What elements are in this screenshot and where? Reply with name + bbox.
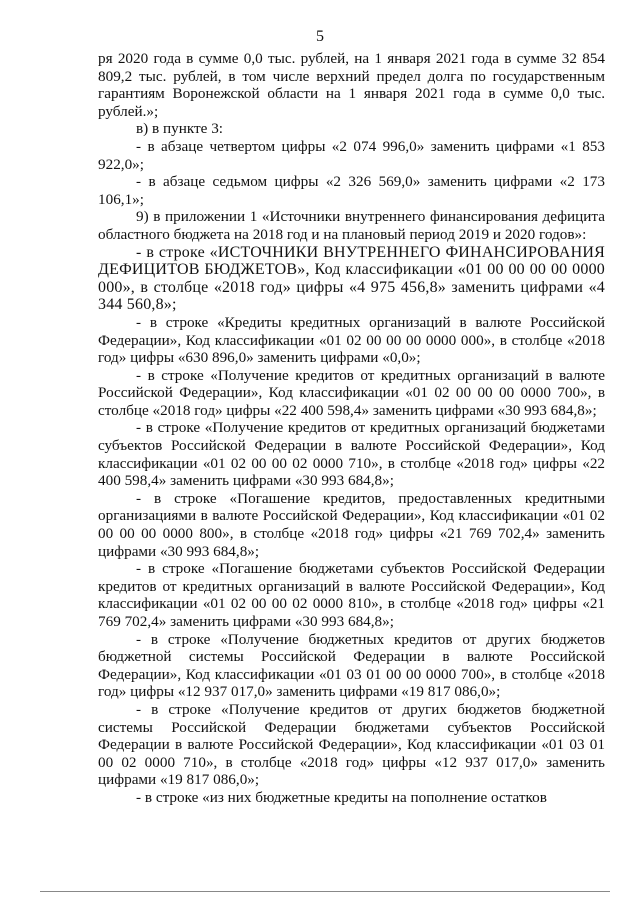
page-number: 5 [316, 28, 324, 45]
scan-bottom-line [40, 891, 610, 892]
paragraph: - в абзаце четвертом цифры «2 074 996,0» заменить цифрами «1 853 922,0»; [98, 137, 605, 173]
paragraph: - в строке «Получение кредитов от кредитных организаций бюджетами субъектов Российской Федерации в валюте Российской Федерации», Код классификации «01 02 00 00 02 0000 710», в столбце «2018 год» цифры «22 400 598,4» заменить цифрами «30 993 684,8»; [98, 419, 605, 490]
paragraph: в) в пункте 3: [136, 120, 224, 138]
paragraph: - в строке «Погашение кредитов, предоставленных кредитными организациями в валюте Российской Федерации», Код классификации «01 02 00 00 00 0000 800», в столбце «2018 год» цифры «21 769 702,4» заменить цифрами «30 993 684,8»; [98, 489, 605, 560]
document-body [98, 50, 605, 807]
paragraph: - в строке «Получение кредитов от других бюджетов бюджетной системы Российской Федерации бюджетами субъектов Российской Федерации в валюте Российской Федерации», Код классификации «01 03 01 00 02 0000 710», в столбце «2018 год» цифры «12 937 017,0» заменить цифрами «19 817 086,0»; [98, 700, 605, 789]
paragraph: - в строке «из них бюджетные кредиты на пополнение остатков [136, 788, 547, 806]
paragraph: - в строке «Получение кредитов от кредитных организаций в валюте Российской Федерации», Код классификации «01 02 00 00 00 0000 700», в столбце «2018 год» цифры «22 400 598,4» заменить цифрами «30 993 684,8»; [98, 366, 605, 419]
paragraph: - в строке «ИСТОЧНИКИ ВНУТРЕННЕГО ФИНАНСИРОВАНИЯ ДЕФИЦИТОВ БЮДЖЕТОВ», Код классификации «01 00 00 00 00 0000 000», в столбце «2018 год» цифры «4 975 456,8» заменить цифрами «4 344 560,8»; [98, 243, 605, 314]
paragraph: - в строке «Получение бюджетных кредитов от других бюджетов бюджетной системы Российской Федерации в валюте Российской Федерации», Код классификации «01 03 01 00 00 0000 700», в столбце «2018 год» цифры «12 937 017,0» заменить цифрами «19 817 086,0»; [98, 630, 605, 701]
paragraph: ря 2020 года в сумме 0,0 тыс. рублей, на 1 января 2021 года в сумме 32 854 809,2 тыс. рублей, в том числе верхний предел долга по государственным гарантиям Воронежской области на 1 января 2021 года в сумме 0,0 тыс. рублей.»; [98, 50, 605, 120]
paragraph: - в абзаце седьмом цифры «2 326 569,0» заменить цифрами «2 173 106,1»; [98, 173, 605, 208]
paragraph: 9) в приложении 1 «Источники внутреннего финансирования дефицита областного бюджета на 2018 год и на плановый период 2019 и 2020 годов»: [98, 208, 605, 243]
paragraph: - в строке «Погашение бюджетами субъектов Российской Федерации кредитов от кредитных организаций в валюте Российской Федерации», Код классификации «01 02 00 00 02 0000 810», в столбце «2018 год» цифры «21 769 702,4» заменить цифрами «30 993 684,8»; [98, 560, 605, 630]
paragraph: - в строке «Кредиты кредитных организаций в валюте Российской Федерации», Код классификации «01 02 00 00 00 0000 000», в столбце «2018 год» цифры «630 896,0» заменить цифрами «0,0»; [98, 313, 605, 367]
